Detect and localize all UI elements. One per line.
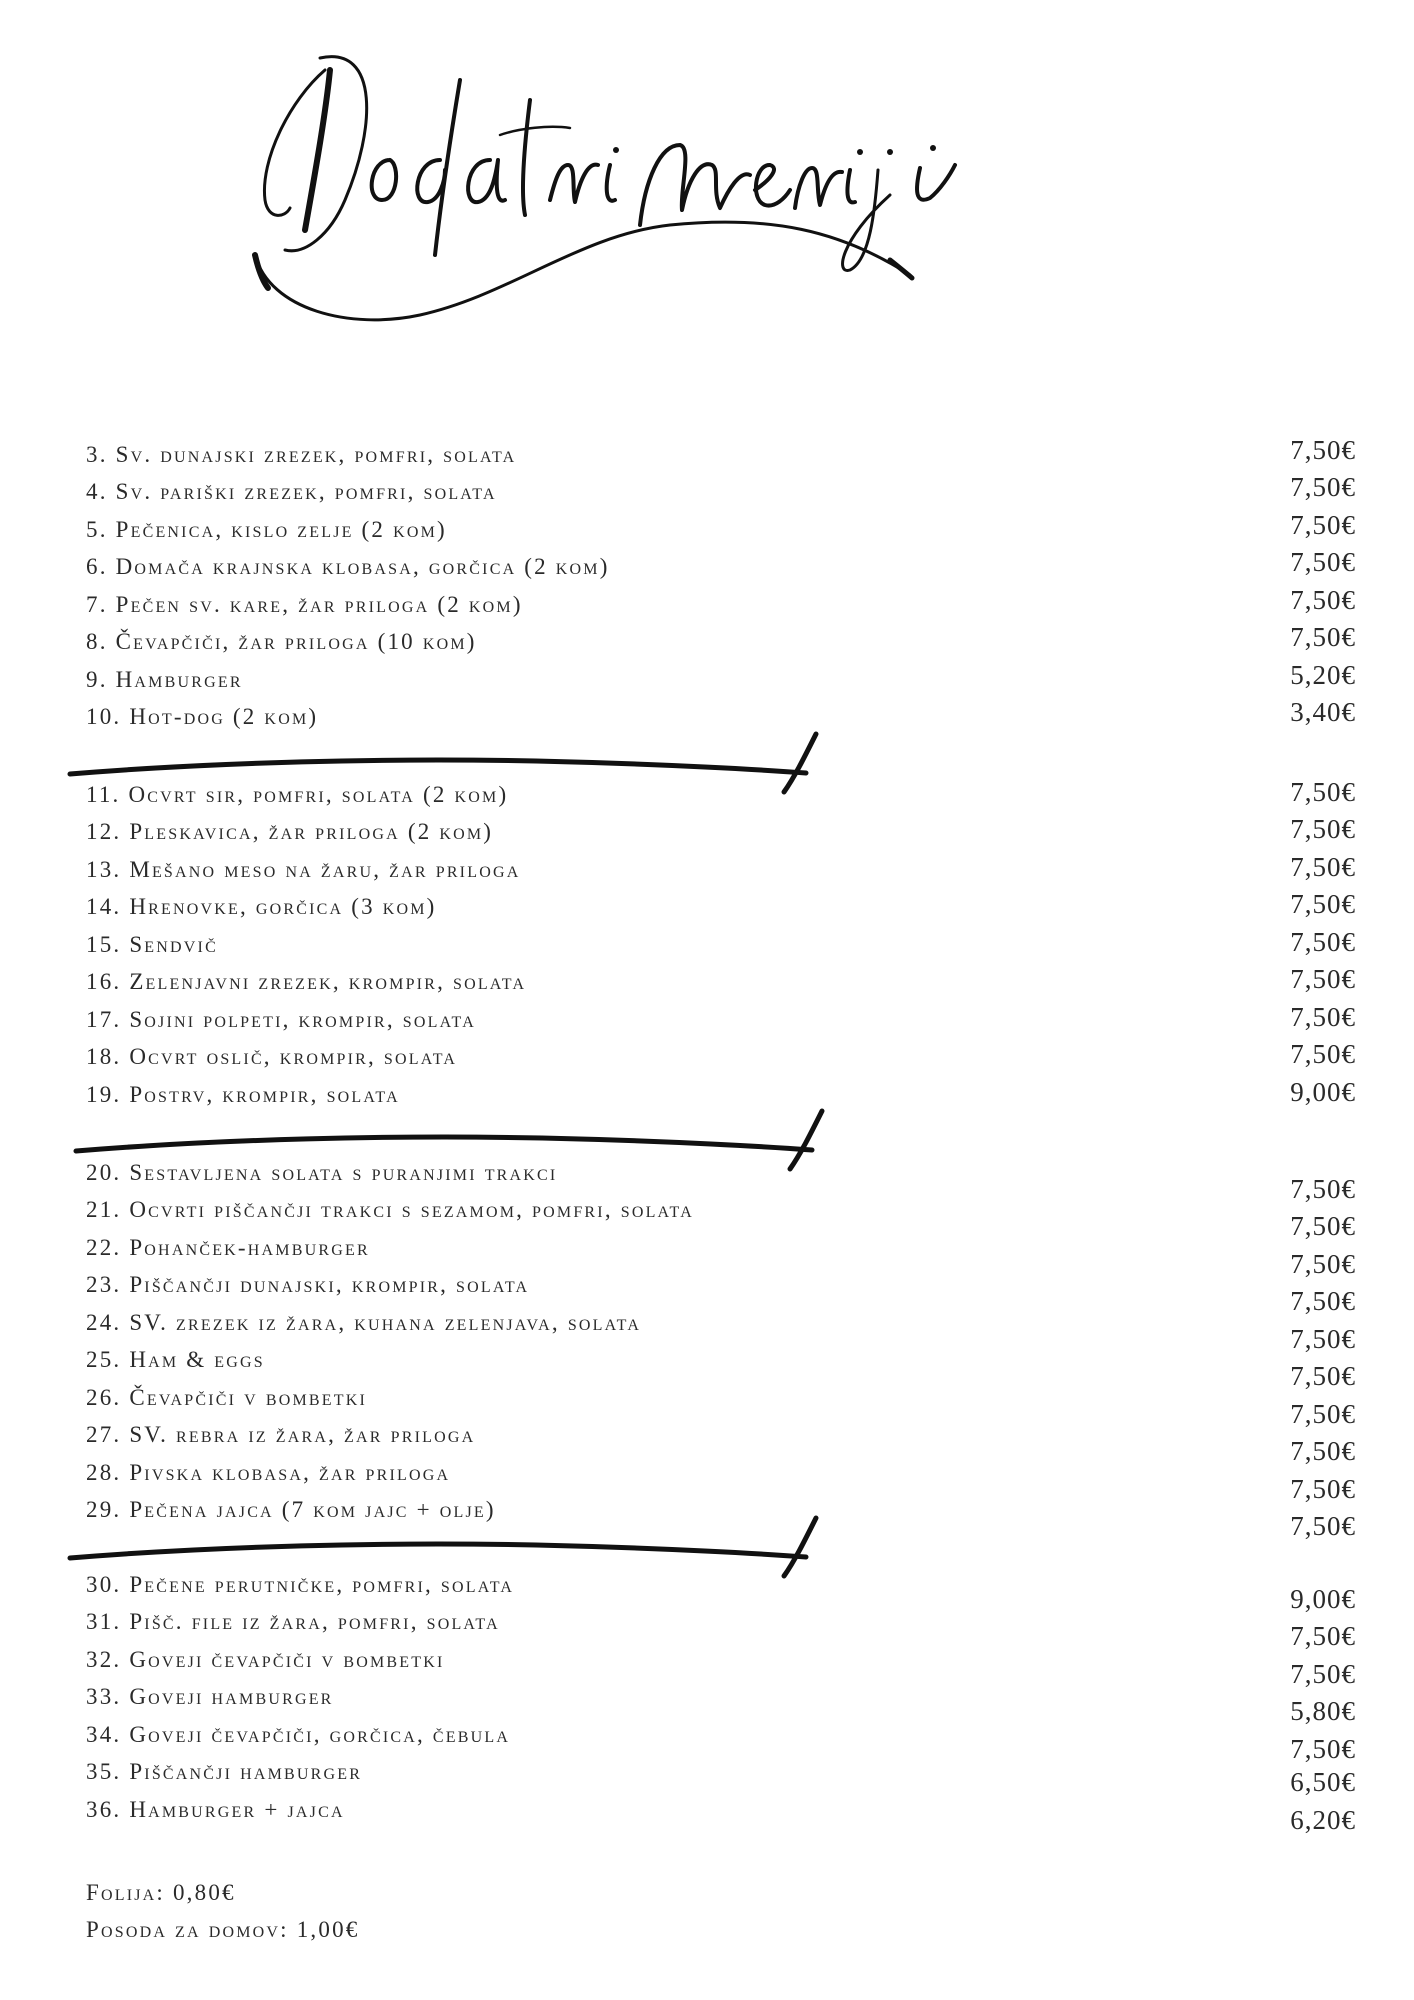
item-price: 7,50€	[1290, 1659, 1356, 1689]
menu-item	[86, 1383, 1356, 1429]
item-name: 16. Zelenjavni zrezek, krompir, solata	[86, 969, 527, 994]
item-name: 12. Pleskavica, žar priloga (2 kom)	[86, 819, 494, 844]
item-price: 7,50€	[1290, 1621, 1356, 1651]
menu-item	[86, 1682, 1356, 1726]
item-name: 5. Pečenica, kislo zelje (2 kom)	[86, 517, 447, 542]
item-price: 7,50€	[1290, 889, 1356, 919]
item-name: 36. Hamburger + jajca	[86, 1797, 345, 1822]
menu-item	[86, 1607, 1356, 1651]
menu-item	[86, 889, 1356, 922]
menu-item	[86, 1002, 1356, 1035]
menu-item	[86, 964, 1356, 997]
item-name: 11. Ocvrt sir, pomfri, solata (2 kom)	[86, 782, 509, 807]
item-name: 28. Pivska klobasa, žar priloga	[86, 1460, 451, 1485]
menu-item	[86, 622, 1356, 657]
takeaway-container-fee: Posoda za domov: 1,00€	[86, 1917, 360, 1942]
menu-item	[86, 1158, 1356, 1204]
item-price: 7,50€	[1290, 547, 1356, 577]
item-name: 27. SV. rebra iz žara, žar priloga	[86, 1422, 476, 1447]
menu-item	[86, 510, 1356, 545]
item-price: 7,50€	[1290, 852, 1356, 882]
item-price: 3,40€	[1290, 697, 1356, 727]
menu-item	[86, 585, 1356, 620]
menu-item	[86, 1195, 1356, 1241]
item-price: 5,80€	[1290, 1696, 1356, 1726]
item-name: 10. Hot-dog (2 kom)	[86, 704, 319, 729]
item-price: 7,50€	[1290, 472, 1356, 502]
item-name: 9. Hamburger	[86, 667, 243, 692]
menu-item	[86, 472, 1356, 507]
item-price: 7,50€	[1290, 1399, 1356, 1429]
item-name: 31. Pišč. file iz žara, pomfri, solata	[86, 1609, 500, 1634]
item-price: 6,50€	[1290, 1767, 1356, 1797]
menu-item	[86, 1720, 1356, 1764]
menu-item	[86, 1570, 1356, 1614]
item-name: 6. Domača krajnska klobasa, gorčica (2 kom)	[86, 554, 610, 579]
menu-item	[86, 1345, 1356, 1391]
item-name: 23. Piščančji dunajski, krompir, solata	[86, 1272, 530, 1297]
item-price: 7,50€	[1290, 585, 1356, 615]
item-price: 7,50€	[1290, 964, 1356, 994]
item-price: 7,50€	[1290, 622, 1356, 652]
menu-item	[86, 435, 1356, 470]
menu-item	[86, 1757, 1356, 1797]
item-name: 33. Goveji hamburger	[86, 1684, 334, 1709]
menu-title	[250, 40, 1200, 340]
item-name: 34. Goveji čevapčiči, gorčica, čebula	[86, 1722, 511, 1747]
item-name: 21. Ocvrti piščančji trakci s sezamom, pomfri, solata	[86, 1197, 694, 1222]
menu-item	[86, 660, 1356, 695]
item-price: 7,50€	[1290, 1039, 1356, 1069]
item-name: 20. Sestavljena solata s puranjimi trakci	[86, 1160, 558, 1185]
menu-item	[86, 852, 1356, 885]
item-price: 7,50€	[1290, 1286, 1356, 1316]
item-price: 7,50€	[1290, 1436, 1356, 1466]
menu-item	[86, 1308, 1356, 1354]
item-name: 3. Sv. dunajski zrezek, pomfri, solata	[86, 442, 517, 467]
item-name: 29. Pečena jajca (7 kom jajc + olje)	[86, 1497, 496, 1522]
item-price: 9,00€	[1290, 1584, 1356, 1614]
item-price: 7,50€	[1290, 1174, 1356, 1204]
item-name: 15. Sendvič	[86, 932, 218, 957]
item-name: 7. Pečen sv. kare, žar priloga (2 kom)	[86, 592, 523, 617]
menu-item	[86, 777, 1356, 810]
item-price: 7,50€	[1290, 1249, 1356, 1279]
item-price: 7,50€	[1290, 1511, 1356, 1541]
menu-item	[86, 1270, 1356, 1316]
menu-item	[86, 1039, 1356, 1072]
item-price: 6,20€	[1290, 1805, 1356, 1835]
item-name: 14. Hrenovke, gorčica (3 kom)	[86, 894, 437, 919]
item-name: 13. Mešano meso na žaru, žar priloga	[86, 857, 521, 882]
item-price: 7,50€	[1290, 1474, 1356, 1504]
item-name: 8. Čevapčiči, žar priloga (10 kom)	[86, 629, 477, 654]
item-price: 9,00€	[1290, 1077, 1356, 1107]
item-name: 4. Sv. pariški zrezek, pomfri, solata	[86, 479, 497, 504]
menu-item	[86, 1645, 1356, 1689]
item-name: 32. Goveji čevapčiči v bombetki	[86, 1647, 445, 1672]
item-price: 7,50€	[1290, 1734, 1356, 1764]
item-name: 17. Sojini polpeti, krompir, solata	[86, 1007, 477, 1032]
item-price: 7,50€	[1290, 777, 1356, 807]
item-price: 7,50€	[1290, 1324, 1356, 1354]
item-price: 5,20€	[1290, 660, 1356, 690]
menu-item	[86, 814, 1356, 847]
item-price: 7,50€	[1290, 927, 1356, 957]
item-name: 30. Pečene perutničke, pomfri, solata	[86, 1572, 515, 1597]
item-price: 7,50€	[1290, 1361, 1356, 1391]
item-name: 22. Pohanček-hamburger	[86, 1235, 370, 1260]
item-price: 7,50€	[1290, 1002, 1356, 1032]
item-name: 19. Postrv, krompir, solata	[86, 1082, 400, 1107]
menu-item	[86, 1795, 1356, 1835]
item-name: 25. Ham & eggs	[86, 1347, 265, 1372]
menu-item	[86, 547, 1356, 582]
item-price: 7,50€	[1290, 1211, 1356, 1241]
item-price: 7,50€	[1290, 814, 1356, 844]
item-price: 7,50€	[1290, 510, 1356, 540]
item-name: 24. SV. zrezek iz žara, kuhana zelenjava, solata	[86, 1310, 642, 1335]
item-name: 18. Ocvrt oslič, krompir, solata	[86, 1044, 458, 1069]
menu-item	[86, 1233, 1356, 1279]
menu-item	[86, 1458, 1356, 1504]
item-name: 35. Piščančji hamburger	[86, 1759, 363, 1784]
item-name: 26. Čevapčiči v bombetki	[86, 1385, 367, 1410]
menu-item	[86, 927, 1356, 960]
item-price: 7,50€	[1290, 435, 1356, 465]
foil-fee: Folija: 0,80€	[86, 1880, 236, 1905]
menu-item	[86, 1420, 1356, 1466]
